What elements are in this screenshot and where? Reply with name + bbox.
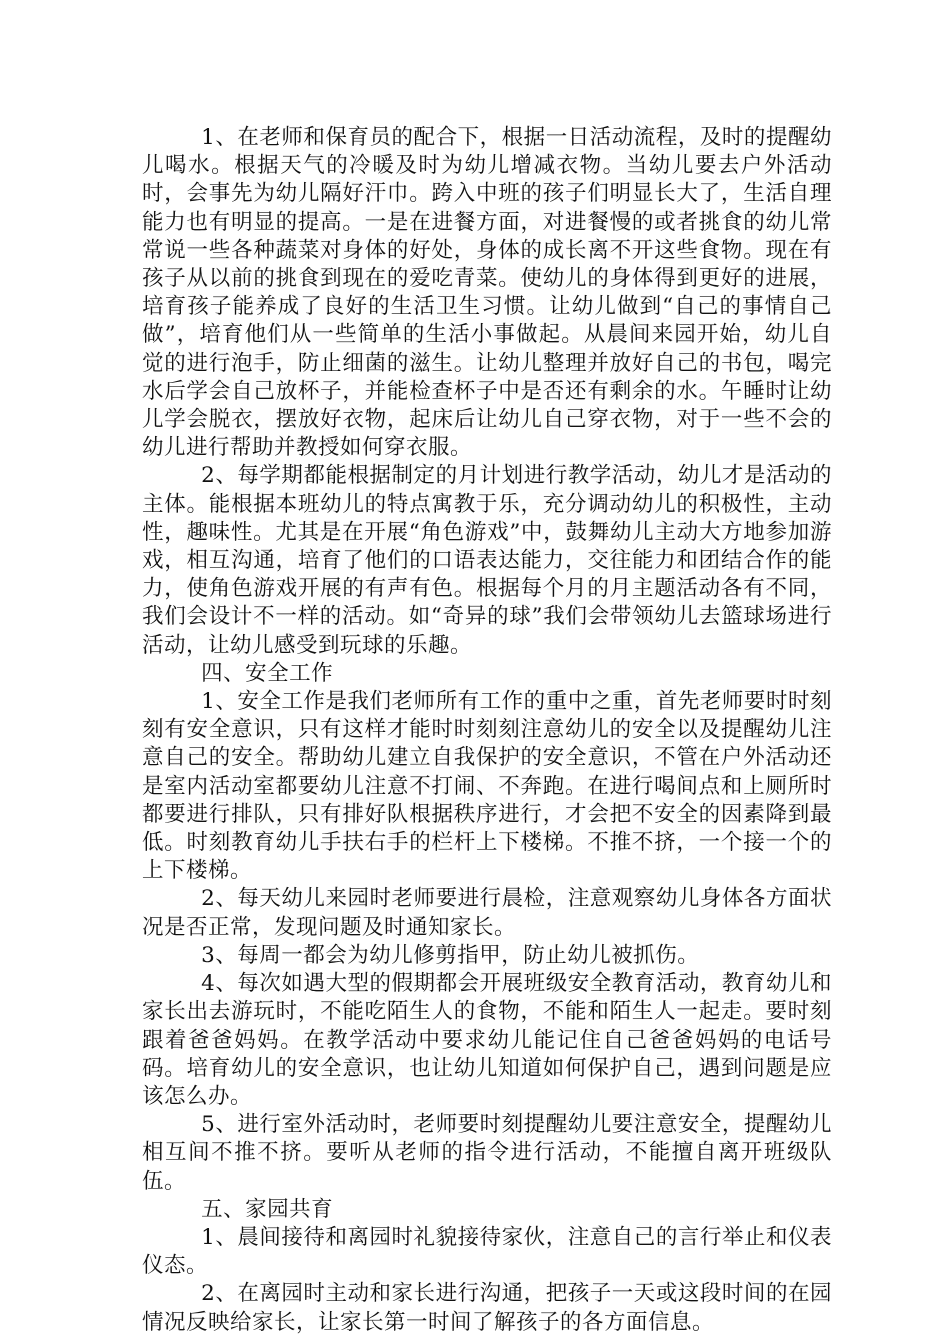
paragraph-4: 2、每天幼儿来园时老师要进行晨检，注意观察幼儿身体各方面状况是否正常，发现问题及时通知家长。	[142, 886, 832, 940]
paragraph-1: 1、在老师和保育员的配合下，根据一日活动流程，及时的提醒幼儿喝水。根据天气的冷暖及时为幼儿增减衣物。当幼儿要去户外活动时，会事先为幼儿隔好汗巾。跨入中班的孩子们明显长大了，生活自理能力也有明显的提高。一是在进餐方面，对进餐慢的或者挑食的幼儿常常说一些各种蔬菜对身体的好处，身体的成长离不开这些食物。现在有孩子从以前的挑食到现在的爱吃青菜。使幼儿的身体得到更好的进展，培育孩子能养成了良好的生活卫生习惯。让幼儿做到“自己的事情自己做”，培育他们从一些简单的生活小事做起。从晨间来园开始，幼儿自觉的进行泡手，防止细菌的滋生。让幼儿整理并放好自己的书包，喝完水后学会自己放杯子，并能检查杯子中是否还有剩余的水。午睡时让幼儿学会脱衣，摆放好衣物，起床后让幼儿自己穿衣物，对于一些不会的幼儿进行帮助并教授如何穿衣服。	[142, 125, 832, 461]
paragraph-7: 5、进行室外活动时，老师要时刻提醒幼儿要注意安全，提醒幼儿相互间不推不挤。要听从老师的指令进行活动，不能擅自离开班级队伍。	[142, 1112, 832, 1194]
section-heading-home-school: 五、家园共育	[201, 1196, 334, 1222]
paragraph-2: 2、每学期都能根据制定的月计划进行教学活动，幼儿才是活动的主体。能根据本班幼儿的特点寓教于乐，充分调动幼儿的积极性，主动性，趣味性。尤其是在开展“角色游戏”中，鼓舞幼儿主动大方地参加游戏，相互沟通，培育了他们的口语表达能力，交往能力和团结合作的能力，使角色游戏开展的有声有色。根据每个月的月主题活动各有不同，我们会设计不一样的活动。如“奇异的球”我们会带领幼儿去篮球场进行活动，让幼儿感受到玩球的乐趣。	[142, 463, 832, 658]
document-body	[142, 124, 832, 1337]
paragraph-3: 1、安全工作是我们老师所有工作的重中之重，首先老师要时时刻刻有安全意识，只有这样才能时时刻刻注意幼儿的安全以及提醒幼儿注意自己的安全。帮助幼儿建立自我保护的安全意识，不管在户外活动还是室内活动室都要幼儿注意不打闹、不奔跑。在进行喝间点和上厕所时都要进行排队，只有排好队根据秩序进行，才会把不安全的因素降到最低。时刻教育幼儿手扶右手的栏杆上下楼梯。不推不挤，一个接一个的上下楼梯。	[142, 689, 832, 884]
paragraph-8: 1、晨间接待和离园时礼貌接待家伙，注意自己的言行举止和仪表仪态。	[142, 1224, 832, 1279]
section-heading-safety: 四、安全工作	[201, 660, 334, 686]
paragraph-5: 3、每周一都会为幼儿修剪指甲，防止幼儿被抓伤。	[201, 942, 700, 968]
paragraph-9: 2、在离园时主动和家长进行沟通，把孩子一天或这段时间的在园情况反映给家长，让家长第一时间了解孩子的各方面信息。	[142, 1281, 832, 1335]
paragraph-6: 4、每次如遇大型的假期都会开展班级安全教育活动，教育幼儿和家长出去游玩时，不能吃陌生人的食物，不能和陌生人一起走。要时刻跟着爸爸妈妈。在教学活动中要求幼儿能记住自己爸爸妈妈的电话号码。培育幼儿的安全意识，也让幼儿知道如何保护自己，遇到问题是应该怎么办。	[142, 971, 832, 1109]
